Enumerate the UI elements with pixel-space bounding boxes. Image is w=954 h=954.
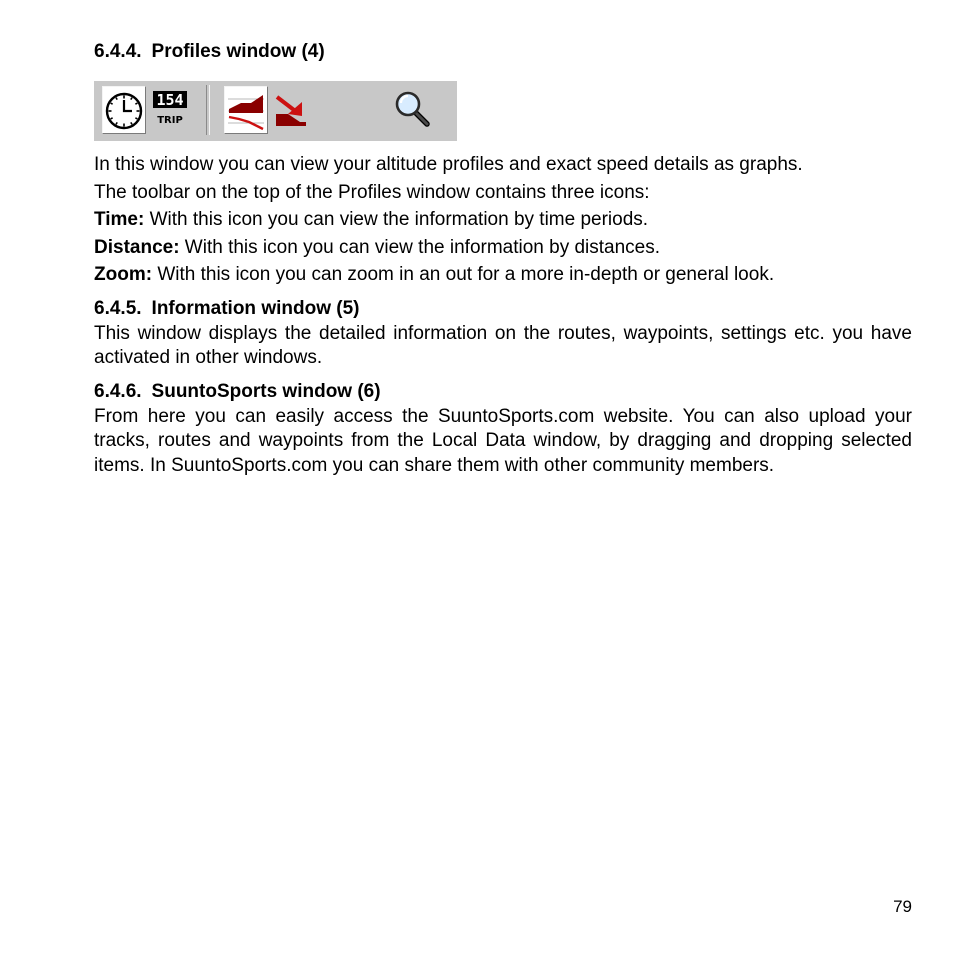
page-number: 79 [893,897,912,916]
section-number: 6.4.6. [94,380,142,402]
definition-term: Time: [94,209,145,230]
profiles-toolbar [94,81,457,141]
section-title: Information window (5) [151,297,360,319]
trip-counter-icon [150,86,190,132]
definition-text: With this icon you can view the information by time periods. [144,209,649,230]
time-button[interactable] [102,86,146,134]
trip-label: TRIP [157,115,183,126]
section-heading-information [94,297,912,321]
profiles-intro: In this window you can view your altitude profiles and exact speed details as graphs. [94,154,803,175]
suuntosports-body: From here you can easily access the SuuntoSports.com website. You can also upload your tracks, routes and waypoints from the Local Data window, by dragging and dropping selected items. In SuuntoSports.com you can share them with other community members. [94,405,912,476]
definition-term: Zoom: [94,264,153,285]
zoom-definition [94,263,912,288]
section-title: Profiles window (4) [151,41,325,62]
distance-definition [94,236,912,261]
distance-profile-icon [225,87,267,133]
profile-graph-button[interactable] [224,86,268,134]
time-definition [94,208,912,233]
profiles-toolbar-intro: The toolbar on the top of the Profiles window contains three icons: [94,181,650,203]
section-heading-profiles [94,40,912,64]
section-title: SuuntoSports window (6) [151,380,381,402]
definition-text: With this icon you can zoom in an out for a more in-depth or general look. [152,264,775,285]
descent-graph-button[interactable] [272,86,312,132]
definition-text: With this icon you can view the information by distances. [179,236,661,258]
section-heading-suuntosports [94,380,912,404]
section-number: 6.4.5. [94,297,142,319]
definition-term: Distance: [94,236,180,258]
information-body: This window displays the detailed information on the routes, waypoints, settings etc. you have activated in other windows. [94,322,912,368]
manual-page [94,40,912,478]
toolbar-separator [206,85,210,135]
trip-digits: 154 [156,91,184,109]
zoom-button[interactable] [392,86,432,132]
altitude-descent-icon [272,86,312,132]
clock-icon [103,87,145,133]
zoom-magnifier-icon [392,86,432,132]
section-number: 6.4.4. [94,41,142,62]
distance-button[interactable] [150,86,190,132]
